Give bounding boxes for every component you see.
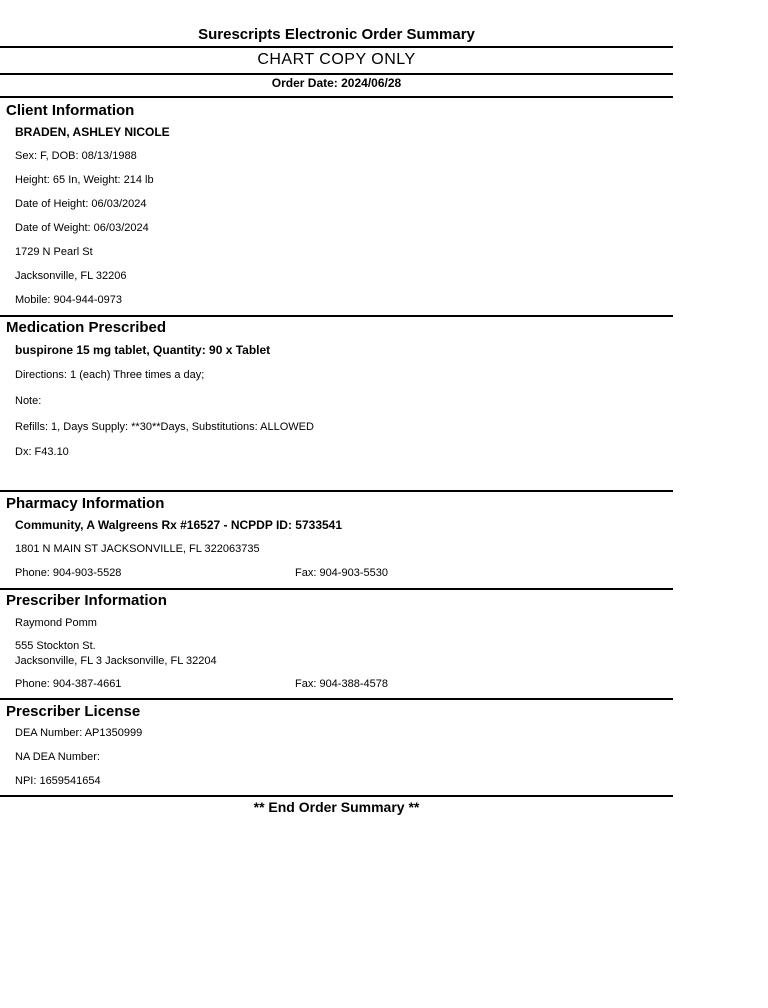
section-pharmacy-heading: Pharmacy Information <box>6 495 165 512</box>
license-npi: NPI: 1659541654 <box>15 775 101 787</box>
section-medication-heading: Medication Prescribed <box>6 319 167 336</box>
chart-copy-banner: CHART COPY ONLY <box>257 51 416 68</box>
client-sex-dob: Sex: F, DOB: 08/13/1988 <box>15 150 137 162</box>
pharmacy-fax: Fax: 904-903-5530 <box>295 567 388 579</box>
section-license-heading: Prescriber License <box>6 703 141 720</box>
divider-5 <box>0 490 673 492</box>
prescriber-address-line2: Jacksonville, FL 3 Jacksonville, FL 32204 <box>15 655 217 667</box>
pharmacy-phone: Phone: 904-903-5528 <box>15 567 122 579</box>
document-title: Surescripts Electronic Order Summary <box>198 26 475 43</box>
divider-8 <box>0 795 673 797</box>
divider-6 <box>0 588 673 590</box>
client-date-of-height: Date of Height: 06/03/2024 <box>15 198 147 210</box>
prescriber-address-line1: 555 Stockton St. <box>15 640 96 652</box>
divider-2 <box>0 73 673 75</box>
client-date-of-weight: Date of Weight: 06/03/2024 <box>15 222 149 234</box>
divider-3 <box>0 96 673 98</box>
medication-directions: Directions: 1 (each) Three times a day; <box>15 369 205 381</box>
license-dea-number: DEA Number: AP1350999 <box>15 727 143 739</box>
divider-4 <box>0 315 673 317</box>
divider-1 <box>0 46 673 48</box>
client-mobile: Mobile: 904-944-0973 <box>15 294 123 306</box>
medication-dx: Dx: F43.10 <box>15 446 69 458</box>
client-name: BRADEN, ASHLEY NICOLE <box>15 125 170 139</box>
divider-7 <box>0 698 673 700</box>
medication-name: buspirone 15 mg tablet, Quantity: 90 x Tablet <box>15 343 271 357</box>
pharmacy-address: 1801 N MAIN ST JACKSONVILLE, FL 322063735 <box>15 543 260 555</box>
section-client-heading: Client Information <box>6 102 135 119</box>
client-address-line1: 1729 N Pearl St <box>15 246 93 258</box>
order-date: Order Date: 2024/06/28 <box>271 76 402 90</box>
pharmacy-name: Community, A Walgreens Rx #16527 - NCPDP ID: 5733541 <box>15 518 343 532</box>
client-address-line2: Jacksonville, FL 32206 <box>15 270 127 282</box>
section-prescriber-heading: Prescriber Information <box>6 592 167 609</box>
end-order-summary-text: ** End Order Summary ** <box>253 799 420 815</box>
medication-note: Note: <box>15 395 42 407</box>
prescriber-name: Raymond Pomm <box>15 617 97 629</box>
license-na-dea-number: NA DEA Number: <box>15 751 100 763</box>
client-height-weight: Height: 65 In, Weight: 214 lb <box>15 174 154 186</box>
prescriber-phone: Phone: 904-387-4661 <box>15 678 122 690</box>
prescriber-fax: Fax: 904-388-4578 <box>295 678 388 690</box>
medication-refills: Refills: 1, Days Supply: **30**Days, Substitutions: ALLOWED <box>15 421 314 433</box>
